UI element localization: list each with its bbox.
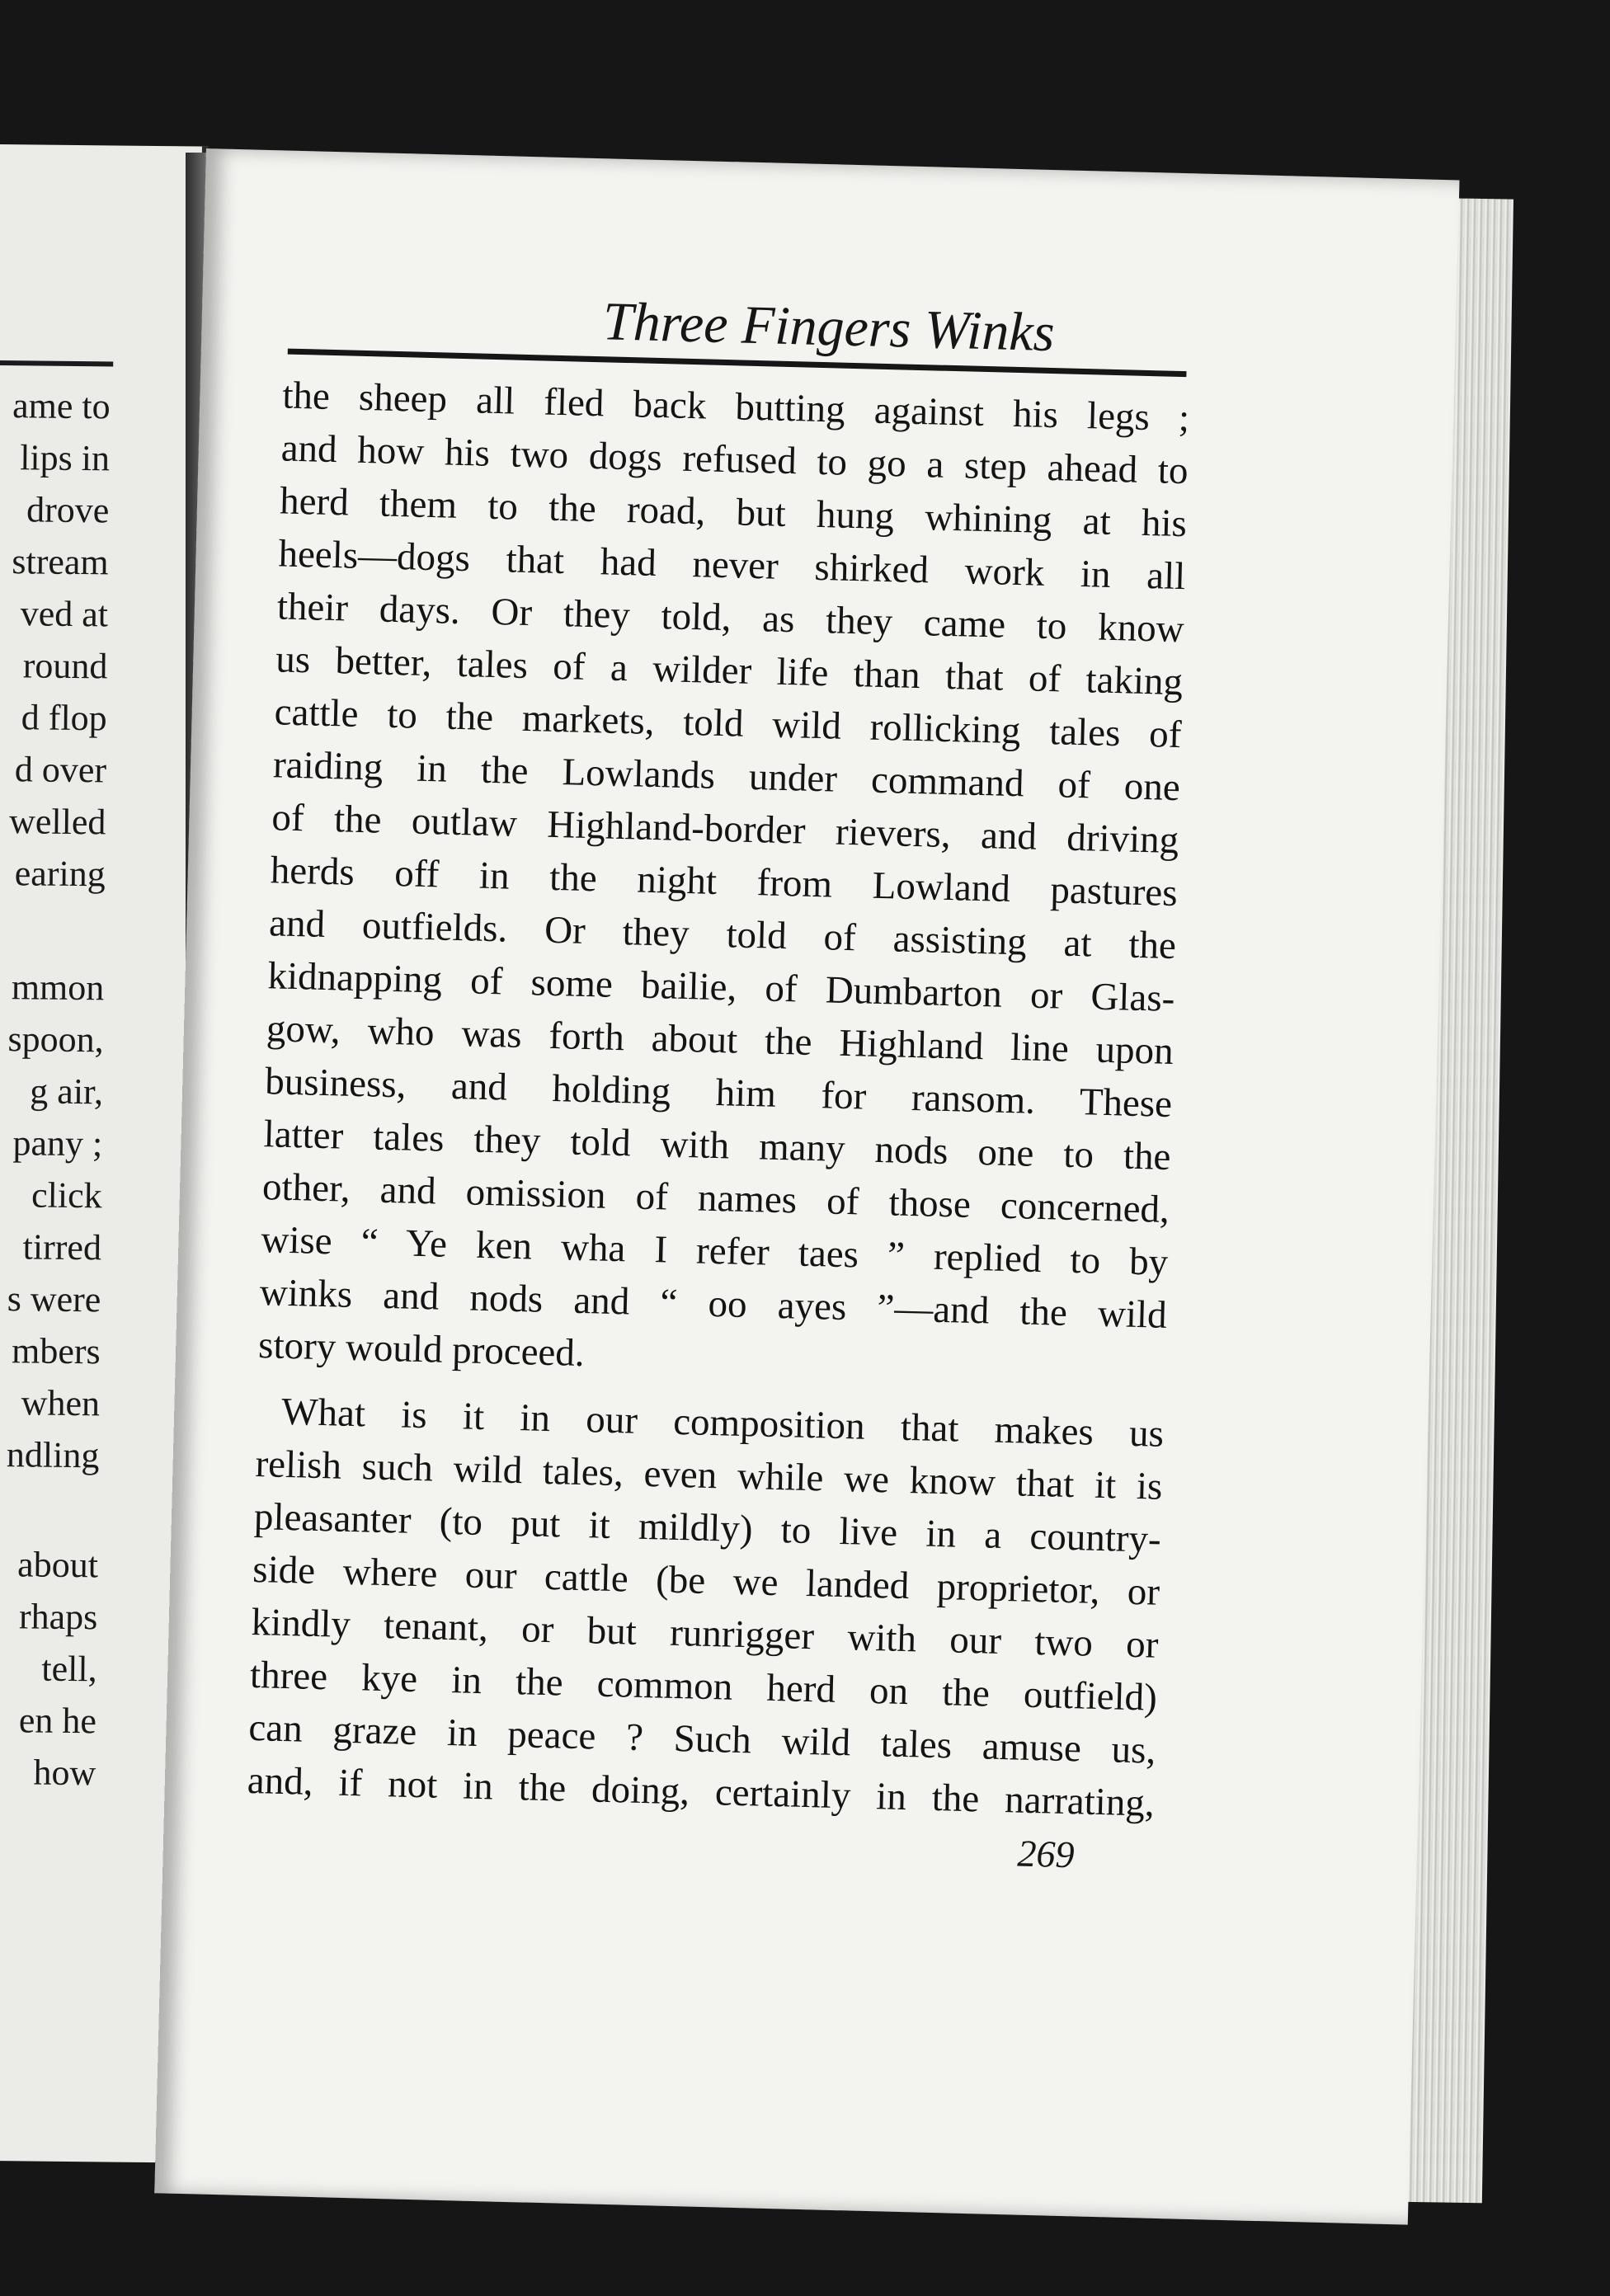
paragraph [247, 1385, 1165, 1830]
text-line: and, if not in the doing, certainly in the narrating, [247, 1758, 1156, 1825]
text-line: winks and nods and “ oo ayes ”—and the wild [259, 1271, 1168, 1337]
text-line: cattle to the markets, told wild rollicking tales of [274, 690, 1183, 757]
facing-page-line-fragment: mmon [11, 967, 105, 1009]
text-line: their days. Or they told, as they came to know [276, 585, 1185, 652]
facing-page-line-fragment: when [21, 1382, 101, 1424]
book-page [154, 148, 1459, 2225]
facing-page-line-fragment: rhaps [18, 1596, 98, 1638]
text-line: heels—dogs that had never shirked work in all [277, 532, 1186, 599]
text-line: of the outlaw Highland-border rievers, and driving [271, 796, 1179, 863]
text-line: herds off in the night from Lowland pastures [270, 849, 1179, 915]
running-head: Three Fingers Winks [602, 291, 1056, 364]
text-line: pleasanter (to put it mildly) to live in a country- [253, 1495, 1162, 1561]
text-line: us better, tales of a wilder life than that of taking [275, 638, 1184, 704]
text-line: story would proceed. [257, 1324, 586, 1376]
facing-page-head-rule [0, 360, 113, 366]
text-line: the sheep all fled back butting against his legs ; [281, 374, 1190, 440]
text-line: latter tales they told with many nods one to the [263, 1113, 1172, 1179]
facing-page-line-fragment: about [16, 1544, 99, 1586]
facing-page-line-fragment: mbers [11, 1330, 101, 1372]
facing-page-line-fragment: tirred [22, 1226, 102, 1268]
text-line: side where our cattle (be we landed proprietor, or [252, 1547, 1160, 1614]
facing-page-line-fragment: spoon, [7, 1019, 104, 1061]
facing-page-line-fragment: ved at [20, 593, 109, 635]
facing-page-line-fragment: lips in [19, 437, 111, 479]
text-line: business, and holding him for ransom. These [264, 1060, 1173, 1126]
text-line: wise “ Ye ken wha I refer taes ” replied to by [260, 1218, 1169, 1284]
facing-page-line-fragment: d over [14, 749, 107, 791]
facing-page-line-fragment: drove [26, 489, 110, 531]
facing-page-line-fragment: en he [18, 1700, 97, 1742]
facing-page-line-fragment: tell, [41, 1648, 97, 1690]
text-line: three kye in the common herd on the outfield) [249, 1653, 1158, 1720]
paragraph [257, 369, 1189, 1394]
page-number: 269 [1016, 1832, 1076, 1876]
facing-page-line-fragment: d flop [21, 697, 107, 739]
facing-page-line-fragment: g air, [30, 1070, 104, 1113]
text-line: relish such wild tales, even while we know that it is [254, 1442, 1163, 1508]
facing-page-line-fragment: earing [14, 853, 106, 895]
facing-page-line-fragment: welled [8, 801, 106, 843]
text-line: gow, who was forth about the Highland line upon [266, 1007, 1175, 1074]
text-line: and how his two dogs refused to go a step ahead to [280, 426, 1189, 493]
text-line: can graze in peace ? Such wild tales amuse us, [247, 1706, 1156, 1772]
text-line: and outfields. Or they told of assisting at the [268, 901, 1177, 968]
facing-page-line-fragment: click [31, 1174, 102, 1216]
text-line: other, and omission of names of those concerned, [261, 1165, 1170, 1231]
facing-page-line-fragment: round [22, 645, 108, 687]
facing-page-line-fragment: how [33, 1752, 97, 1794]
text-line: What is it in our composition that makes us [280, 1390, 1165, 1456]
facing-page-line-fragment: pany ; [12, 1122, 103, 1164]
text-line: raiding in the Lowlands under command of one [272, 743, 1181, 810]
text-line: kidnapping of some bailie, of Dumbarton or Glas- [266, 954, 1175, 1021]
facing-page-line-fragment: ame to [12, 385, 111, 427]
facing-page-line-fragment: stream [12, 541, 109, 583]
facing-page-line-fragment: s were [7, 1278, 101, 1320]
facing-page-line-fragment: ndling [6, 1434, 100, 1476]
text-line: herd them to the road, but hung whining at his [279, 479, 1188, 546]
body-text [247, 369, 1190, 1829]
text-line: kindly tenant, or but runrigger with our two or [251, 1600, 1160, 1667]
